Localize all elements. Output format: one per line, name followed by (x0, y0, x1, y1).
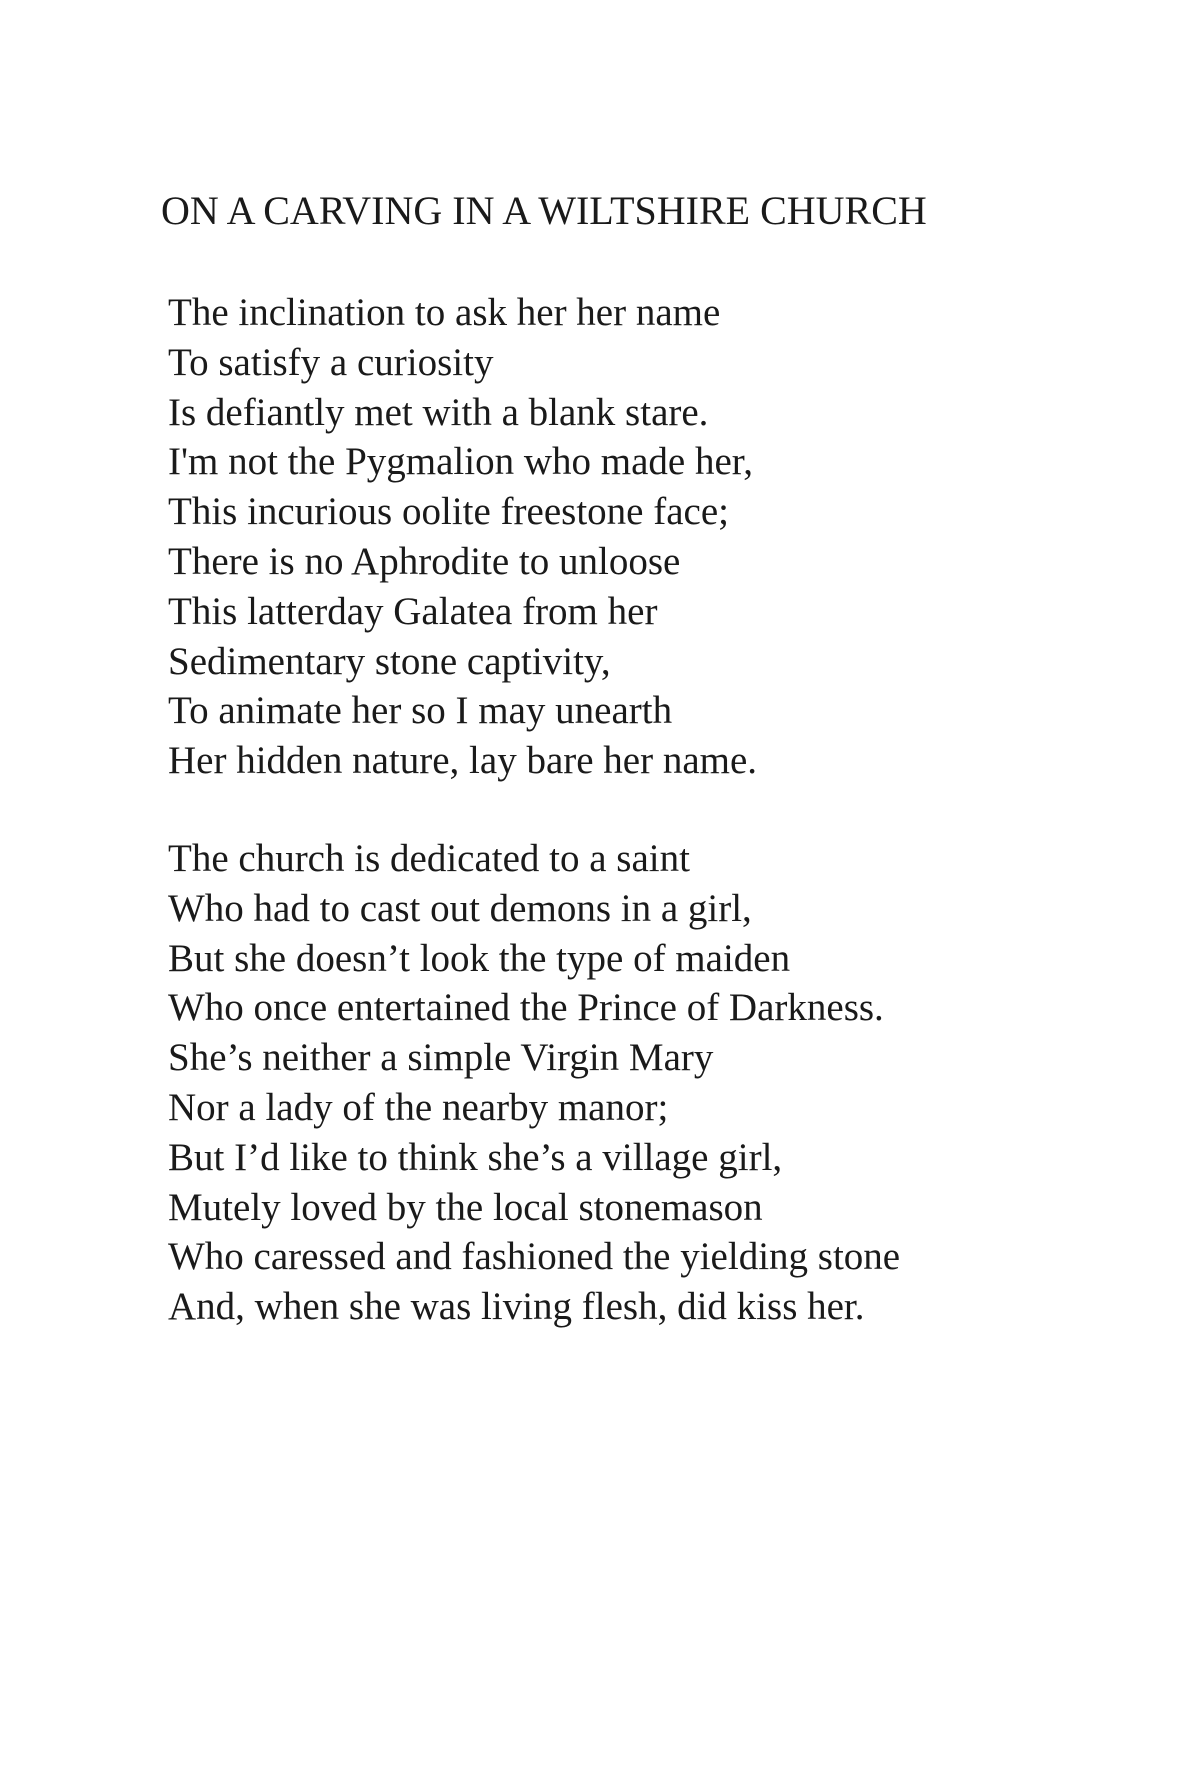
poem-line: But she doesn’t look the type of maiden (168, 936, 791, 980)
poem-line: Her hidden nature, lay bare her name. (168, 739, 758, 783)
poem-line: But I’d like to think she’s a village girl, (168, 1135, 783, 1179)
poem-line: Who caressed and fashioned the yielding stone (168, 1235, 901, 1279)
poem-line: Who once entertained the Prince of Darkness. (168, 986, 884, 1030)
poem-line: To animate her so I may unearth (168, 689, 673, 733)
poem-line: She’s neither a simple Virgin Mary (168, 1036, 714, 1080)
stanza-2 (168, 834, 900, 1332)
poem-line: Sedimentary stone captivity, (168, 639, 611, 683)
poem-title: ON A CARVING IN A WILTSHIRE CHURCH (161, 188, 927, 233)
poem-line: I'm not the Pygmalion who made her, (168, 440, 753, 484)
poem-line: And, when she was living flesh, did kiss her. (168, 1285, 865, 1329)
poem-line: Is defiantly met with a blank stare. (168, 390, 709, 434)
poem-line: Who had to cast out demons in a girl, (168, 886, 752, 930)
poem-line: Mutely loved by the local stonemason (168, 1185, 763, 1229)
poem-line: There is no Aphrodite to unloose (168, 539, 681, 583)
poem-line: This latterday Galatea from her (168, 589, 658, 633)
poem-line: The inclination to ask her her name (168, 291, 721, 334)
poem-line: This incurious oolite freestone face; (168, 490, 729, 534)
stanza-1 (168, 288, 757, 786)
poem-line: To satisfy a curiosity (168, 340, 494, 384)
poem-line: The church is dedicated to a saint (168, 837, 690, 880)
poem-line: Nor a lady of the nearby manor; (168, 1085, 669, 1129)
